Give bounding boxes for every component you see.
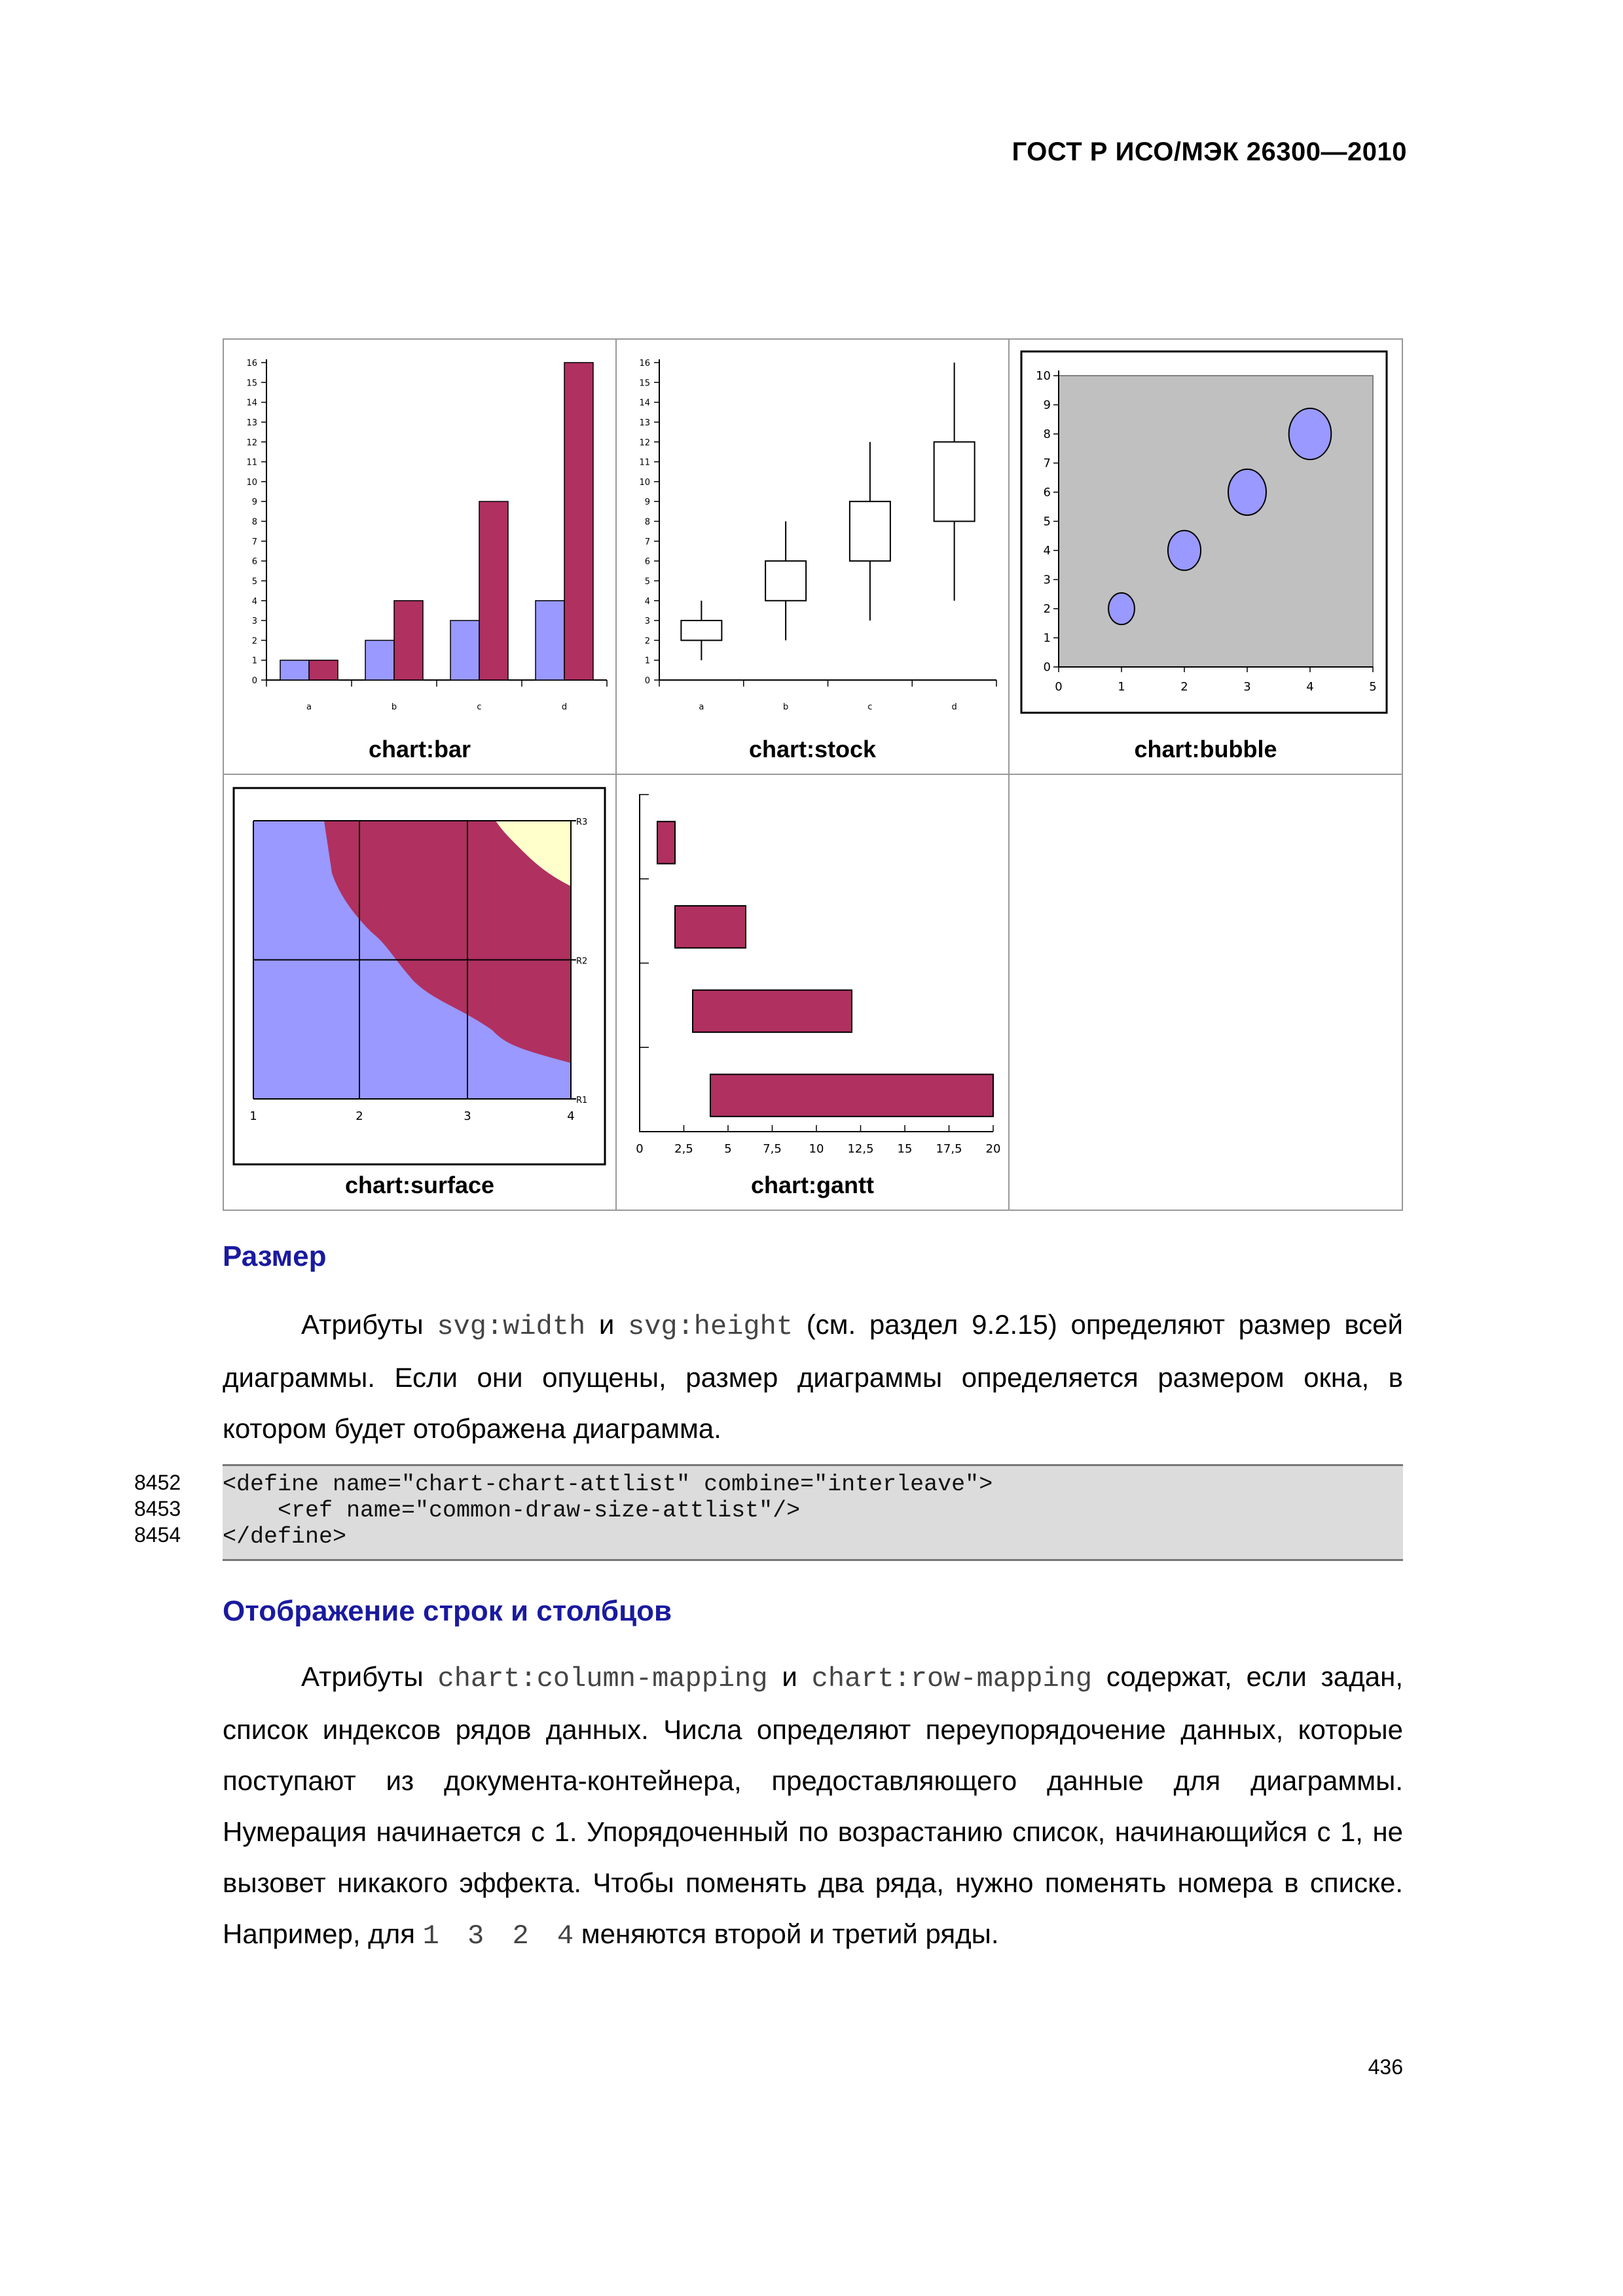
line-number: 8454 <box>134 1523 181 1547</box>
text: и <box>598 1309 615 1340</box>
text: меняются второй и третий ряды. <box>581 1918 999 1949</box>
row-label: R3 <box>576 817 588 827</box>
y-tick-label: 12 <box>639 438 650 448</box>
bar-chart-caption: chart:bar <box>368 736 471 762</box>
document-header: ГОСТ Р ИСО/МЭК 26300—2010 <box>1012 137 1407 166</box>
x-tick-label: 4 <box>567 1109 575 1123</box>
y-tick-label: 16 <box>639 359 650 368</box>
code-inline: chart:row-mapping <box>811 1663 1093 1695</box>
code-line-numbers <box>134 1469 181 1548</box>
code-line: <ref name="common-draw-size-attlist"/> <box>223 1498 801 1524</box>
x-tick-label: 2 <box>1180 680 1188 694</box>
section-title-mapping: Отображение строк и столбцов <box>223 1595 672 1627</box>
x-tick-label: d <box>561 702 568 712</box>
y-tick-label: 6 <box>251 557 257 567</box>
bubble <box>1289 408 1332 459</box>
gantt-bar <box>657 821 675 863</box>
y-tick-label: 2 <box>644 636 650 647</box>
stock-box <box>934 442 975 521</box>
bubble-chart-cell <box>1010 340 1402 775</box>
x-tick-label: a <box>699 702 704 712</box>
text: Атрибуты <box>301 1661 424 1692</box>
x-tick-label: a <box>306 702 312 712</box>
y-tick-label: 10 <box>1036 369 1051 383</box>
stock-chart-cell <box>617 340 1010 775</box>
gantt-chart <box>617 775 1008 1168</box>
bar <box>280 660 309 680</box>
x-tick-label: 2,5 <box>674 1142 693 1156</box>
y-tick-label: 0 <box>1043 660 1051 674</box>
page-number: 436 <box>1368 2055 1403 2079</box>
bubble-chart-caption: chart:bubble <box>1134 736 1277 762</box>
x-tick-label: 5 <box>724 1142 732 1156</box>
x-tick-label: 4 <box>1306 680 1314 694</box>
bubble <box>1168 531 1201 571</box>
section-size-paragraph <box>223 1299 1403 1454</box>
gantt-bar <box>675 906 746 948</box>
empty-cell <box>1010 775 1402 1210</box>
y-tick-label: 0 <box>251 676 257 686</box>
y-tick-label: 15 <box>639 378 650 389</box>
y-tick-label: 11 <box>246 457 257 468</box>
x-tick-label: c <box>477 702 482 712</box>
y-tick-label: 13 <box>639 418 650 428</box>
y-tick-label: 13 <box>246 418 257 428</box>
y-tick-label: 14 <box>639 398 650 408</box>
y-tick-label: 3 <box>1043 573 1051 587</box>
y-tick-label: 9 <box>251 497 257 508</box>
code-inline: svg:width <box>437 1311 586 1342</box>
stock-chart <box>617 340 1008 732</box>
x-tick-label: d <box>951 702 957 712</box>
line-number: 8453 <box>134 1497 181 1520</box>
bar <box>536 601 564 680</box>
row-label: R1 <box>576 1096 588 1105</box>
x-tick-label: 2 <box>356 1109 363 1123</box>
code-line: <define name="chart-chart-attlist" combine="interleave"> <box>223 1471 993 1498</box>
x-tick-label: 0 <box>636 1142 644 1156</box>
x-tick-label: 5 <box>1369 680 1377 694</box>
y-tick-label: 4 <box>251 596 257 607</box>
bar <box>479 501 508 680</box>
code-inline: chart:column-mapping <box>437 1663 768 1695</box>
x-tick-label: 1 <box>249 1109 257 1123</box>
y-tick-label: 3 <box>644 617 650 627</box>
y-tick-label: 6 <box>1043 486 1051 499</box>
x-tick-label: 3 <box>1243 680 1251 694</box>
bubble <box>1228 469 1266 515</box>
text: и <box>782 1661 797 1692</box>
y-tick-label: 14 <box>246 398 257 408</box>
y-tick-label: 11 <box>639 457 650 468</box>
bar <box>450 620 479 680</box>
y-tick-label: 5 <box>644 577 650 587</box>
y-tick-label: 7 <box>1043 456 1051 471</box>
x-tick-label: 0 <box>1055 680 1063 694</box>
y-tick-label: 1 <box>251 656 257 666</box>
code-line: </define> <box>223 1524 347 1550</box>
y-tick-label: 16 <box>246 359 257 368</box>
x-tick-label: 15 <box>897 1142 913 1156</box>
x-tick-label: c <box>867 702 873 712</box>
y-tick-label: 8 <box>1043 427 1051 441</box>
x-tick-label: 20 <box>985 1142 1001 1156</box>
y-tick-label: 1 <box>1043 631 1051 645</box>
x-tick-label: b <box>782 702 789 712</box>
chart-types-figure <box>223 338 1403 1211</box>
code-inline: 1 3 2 4 <box>422 1920 574 1952</box>
bar <box>365 640 394 680</box>
y-tick-label: 10 <box>639 477 650 488</box>
gantt-bar <box>710 1074 993 1116</box>
y-tick-label: 7 <box>251 537 257 547</box>
surface-chart-caption: chart:surface <box>344 1172 495 1198</box>
stock-chart-caption: chart:stock <box>748 736 877 762</box>
bubble <box>1108 593 1135 624</box>
stock-box <box>850 501 890 561</box>
code-block <box>223 1464 1403 1561</box>
y-tick-label: 1 <box>644 656 650 666</box>
y-tick-label: 4 <box>1043 544 1051 558</box>
surface-chart-cell <box>224 775 617 1210</box>
y-tick-label: 3 <box>251 617 257 627</box>
stock-box <box>765 561 806 601</box>
surface-chart <box>224 775 615 1168</box>
x-tick-label: 3 <box>464 1109 471 1123</box>
bar-chart-cell <box>224 340 617 775</box>
y-tick-label: 0 <box>644 676 650 686</box>
y-tick-label: 7 <box>644 537 650 547</box>
y-tick-label: 12 <box>246 438 257 448</box>
bar <box>309 660 338 680</box>
y-tick-label: 9 <box>644 497 650 508</box>
y-tick-label: 2 <box>1043 602 1051 616</box>
bar <box>394 601 423 680</box>
row-label: R2 <box>576 956 588 967</box>
bar-chart <box>224 340 615 732</box>
y-tick-label: 6 <box>644 557 650 567</box>
stock-box <box>681 620 721 640</box>
y-tick-label: 5 <box>1043 514 1051 529</box>
x-tick-label: 10 <box>809 1142 824 1156</box>
x-tick-label: 17,5 <box>936 1142 962 1156</box>
code-inline: svg:height <box>627 1311 793 1342</box>
bar <box>564 363 593 680</box>
x-tick-label: 1 <box>1118 680 1125 694</box>
y-tick-label: 15 <box>246 378 257 389</box>
gantt-chart-cell <box>617 775 1010 1210</box>
y-tick-label: 4 <box>644 596 650 607</box>
text: содержат, если задан, список индексов рядов данных. Числа определяют переупорядочение данных, которые поступают из документа-контейнера, предоставляющего данные для диаграммы. Нумерация начинается с 1. Упорядоченный по возрастанию список, начинающийся с 1, не вызовет никакого эффекта. Чтобы поменять два ряда, нужно поменять номера в списке. Например, для <box>223 1661 1404 1949</box>
line-number: 8452 <box>134 1471 181 1494</box>
y-tick-label: 8 <box>251 517 257 528</box>
y-tick-label: 2 <box>251 636 257 647</box>
y-tick-label: 8 <box>644 517 650 528</box>
x-tick-label: 7,5 <box>763 1142 782 1156</box>
x-tick-label: 12,5 <box>847 1142 874 1156</box>
text: (см. раздел 9.2.15) определяют размер всей диаграммы. Если они опущены, размер диаграммы определяется размером окна, в котором будет отображена диаграмма. <box>223 1309 1403 1444</box>
section-title-size: Размер <box>223 1240 327 1272</box>
gantt-chart-caption: chart:gantt <box>751 1172 874 1198</box>
y-tick-label: 9 <box>1043 398 1051 412</box>
section-mapping-paragraph <box>223 1651 1403 1962</box>
y-tick-label: 5 <box>251 577 257 587</box>
y-tick-label: 10 <box>246 477 257 488</box>
bubble-chart <box>1010 340 1403 732</box>
gantt-bar <box>693 990 852 1032</box>
text: Атрибуты <box>301 1309 424 1340</box>
x-tick-label: b <box>391 702 397 712</box>
